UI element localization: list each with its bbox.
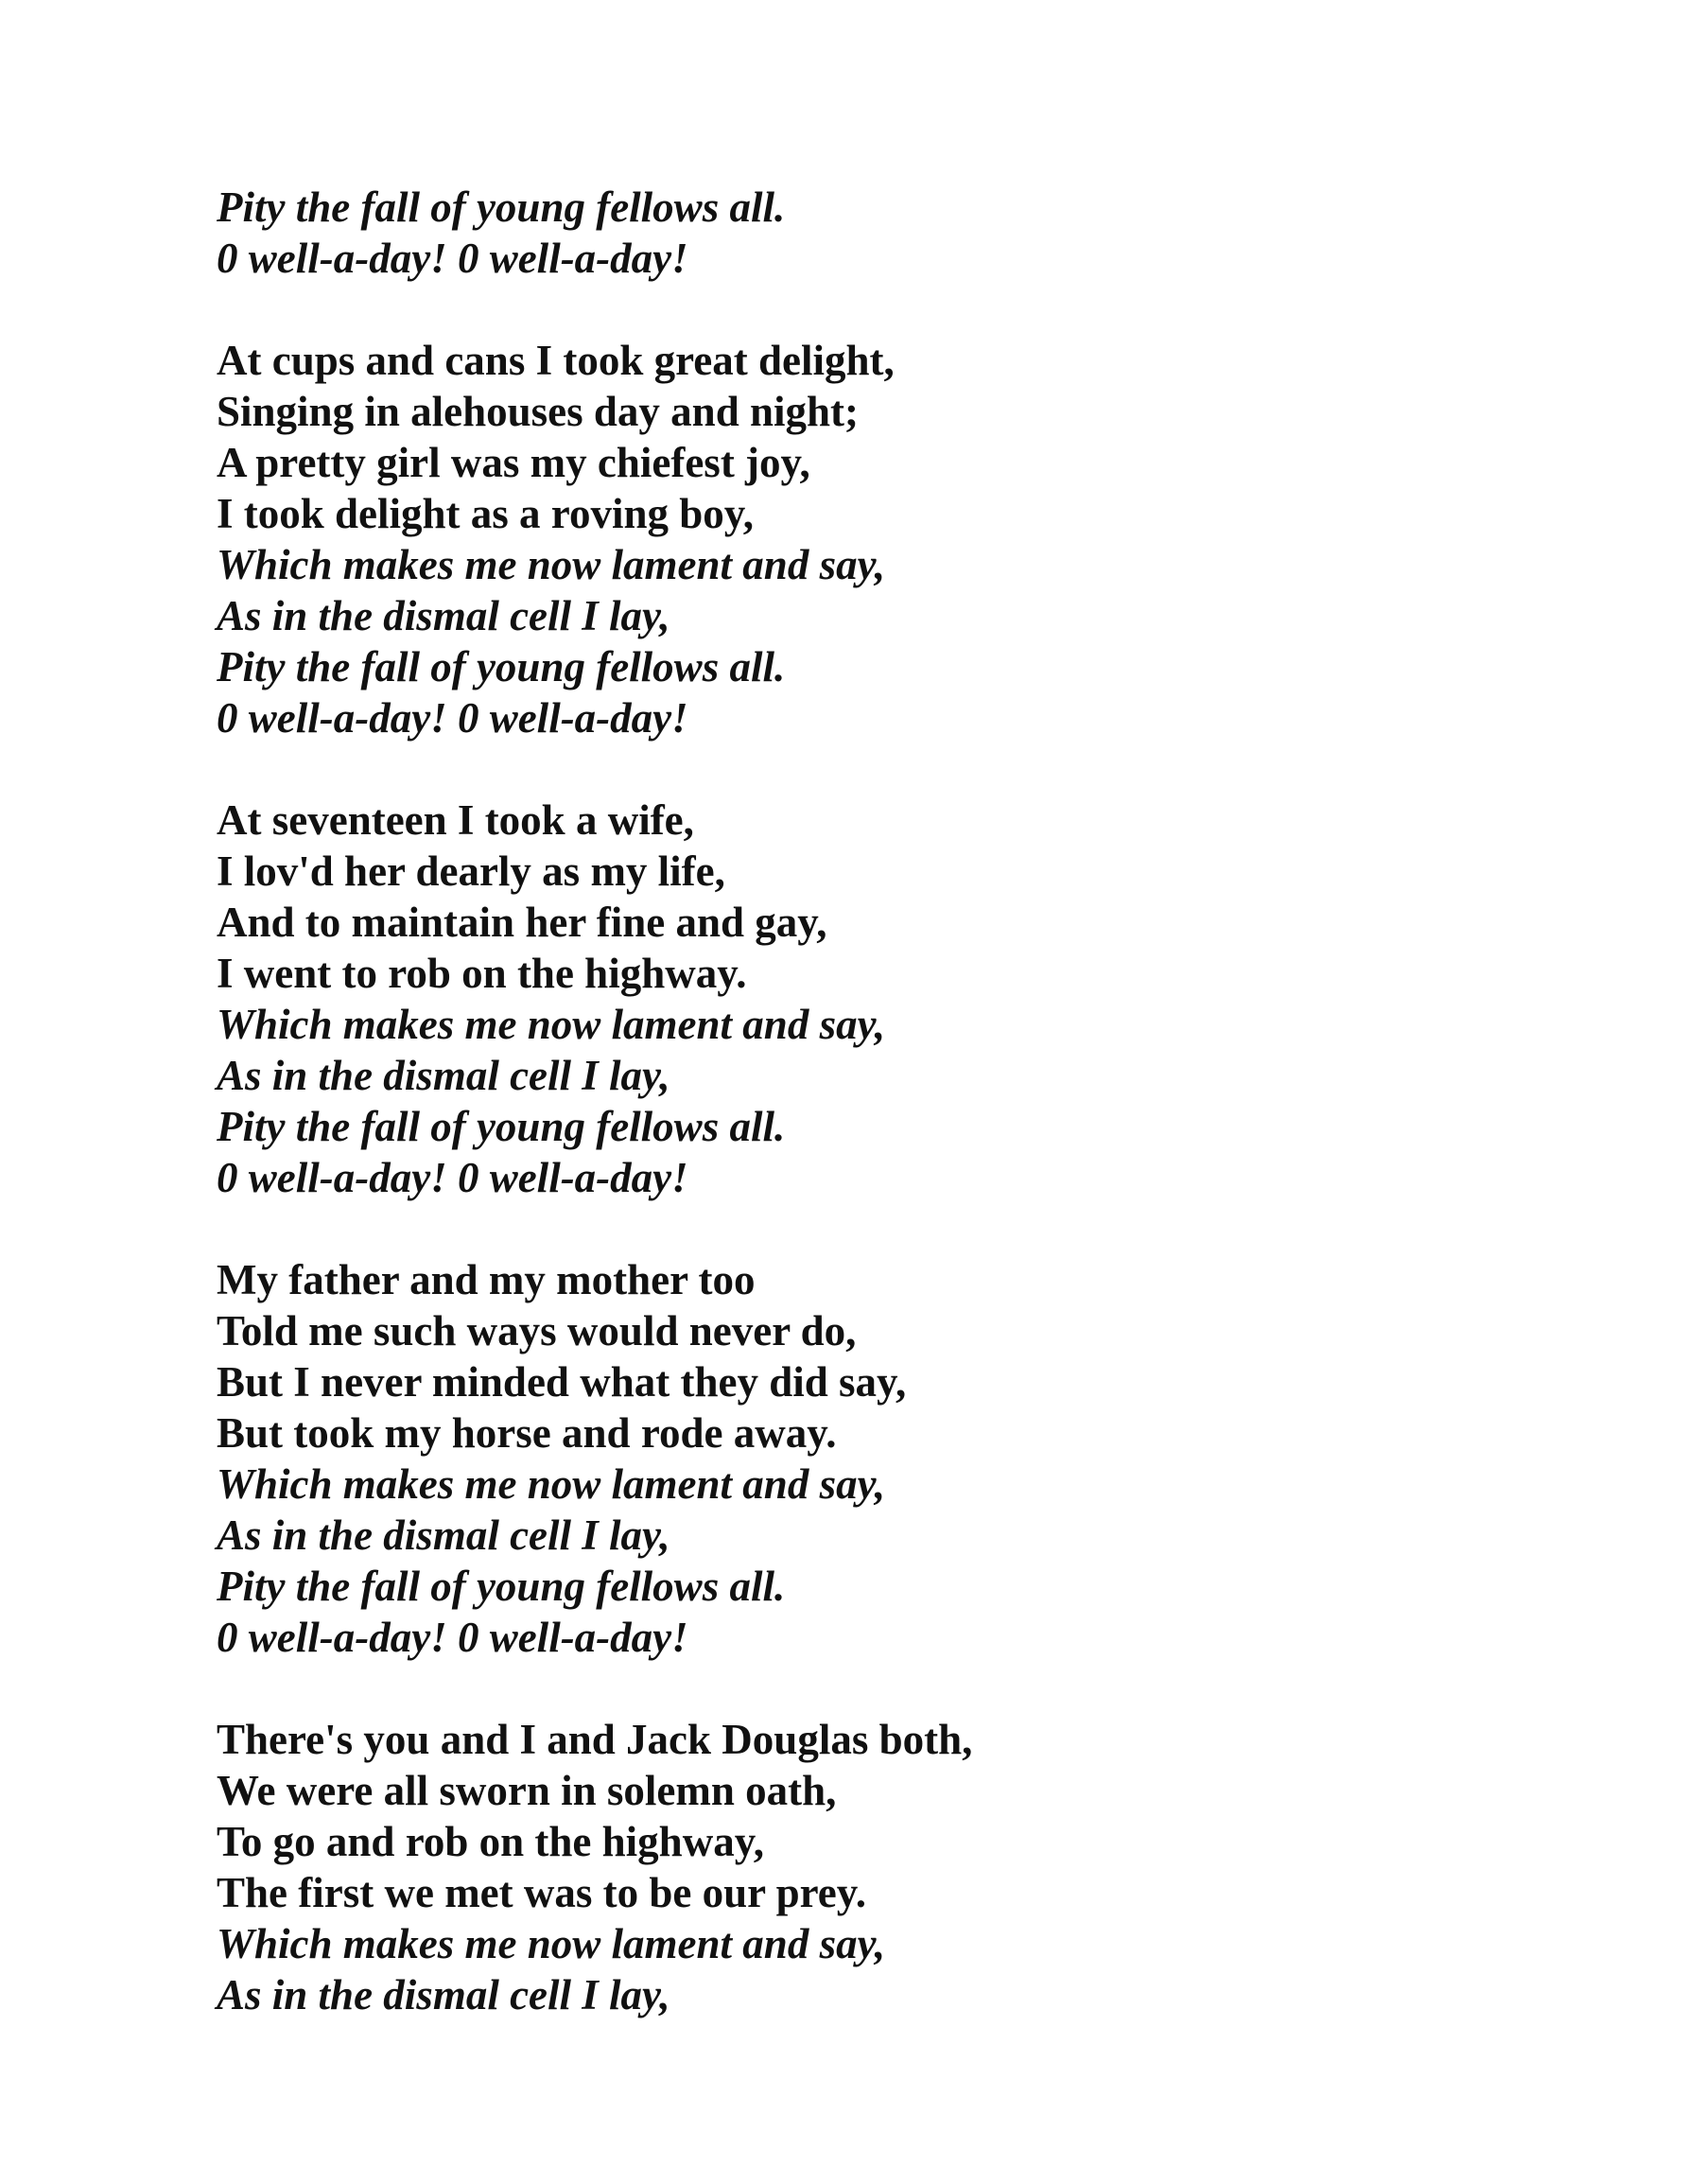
refrain-line: Which makes me now lament and say, xyxy=(217,1920,886,1967)
refrain-line: Which makes me now lament and say, xyxy=(217,541,886,588)
refrain-line: Pity the fall of young fellows all. xyxy=(217,1103,786,1150)
verse-line: And to maintain her fine and gay, xyxy=(217,899,827,946)
verse-line: A pretty girl was my chiefest joy, xyxy=(217,439,810,486)
refrain-line: As in the dismal cell I lay, xyxy=(217,1052,670,1099)
verse-line: But I never minded what they did say, xyxy=(217,1358,907,1406)
verse-line: I lov'd her dearly as my life, xyxy=(217,847,725,895)
stanza-gap xyxy=(217,1663,1540,1714)
refrain-line: Pity the fall of young fellows all. xyxy=(217,643,786,690)
refrain-line: As in the dismal cell I lay, xyxy=(217,1971,670,2018)
verse-line: At seventeen I took a wife, xyxy=(217,796,694,844)
refrain-line: 0 well-a-day! 0 well-a-day! xyxy=(217,1154,688,1201)
refrain-line: Pity the fall of young fellows all. xyxy=(217,1563,786,1610)
refrain-line: Which makes me now lament and say, xyxy=(217,1460,886,1508)
stanza-gap xyxy=(217,1203,1540,1254)
verse-line: We were all sworn in solemn oath, xyxy=(217,1767,837,1814)
verse-line: But took my horse and rode away. xyxy=(217,1409,837,1457)
verse-line: I took delight as a roving boy, xyxy=(217,490,755,537)
refrain-line: As in the dismal cell I lay, xyxy=(217,592,670,639)
verse-line: Singing in alehouses day and night; xyxy=(217,388,859,435)
refrain-line: 0 well-a-day! 0 well-a-day! xyxy=(217,694,688,742)
stanza-gap xyxy=(217,743,1540,795)
verse-line: The first we met was to be our prey. xyxy=(217,1869,866,1916)
refrain-line: As in the dismal cell I lay, xyxy=(217,1511,670,1559)
stanza-gap xyxy=(217,284,1540,335)
verse-line: At cups and cans I took great delight, xyxy=(217,337,895,384)
poem-viewport xyxy=(0,178,1687,2018)
refrain-line: 0 well-a-day! 0 well-a-day! xyxy=(217,235,688,282)
poem-text xyxy=(217,182,1540,2020)
verse-line: Told me such ways would never do, xyxy=(217,1307,857,1354)
refrain-line: 0 well-a-day! 0 well-a-day! xyxy=(217,1614,688,1661)
verse-line: To go and rob on the highway, xyxy=(217,1818,764,1865)
refrain-line: Pity the fall of young fellows all. xyxy=(217,183,786,231)
refrain-line: Which makes me now lament and say, xyxy=(217,1001,886,1048)
verse-line: My father and my mother too xyxy=(217,1256,756,1303)
verse-line: There's you and I and Jack Douglas both, xyxy=(217,1716,973,1763)
verse-line: I went to rob on the highway. xyxy=(217,950,747,997)
